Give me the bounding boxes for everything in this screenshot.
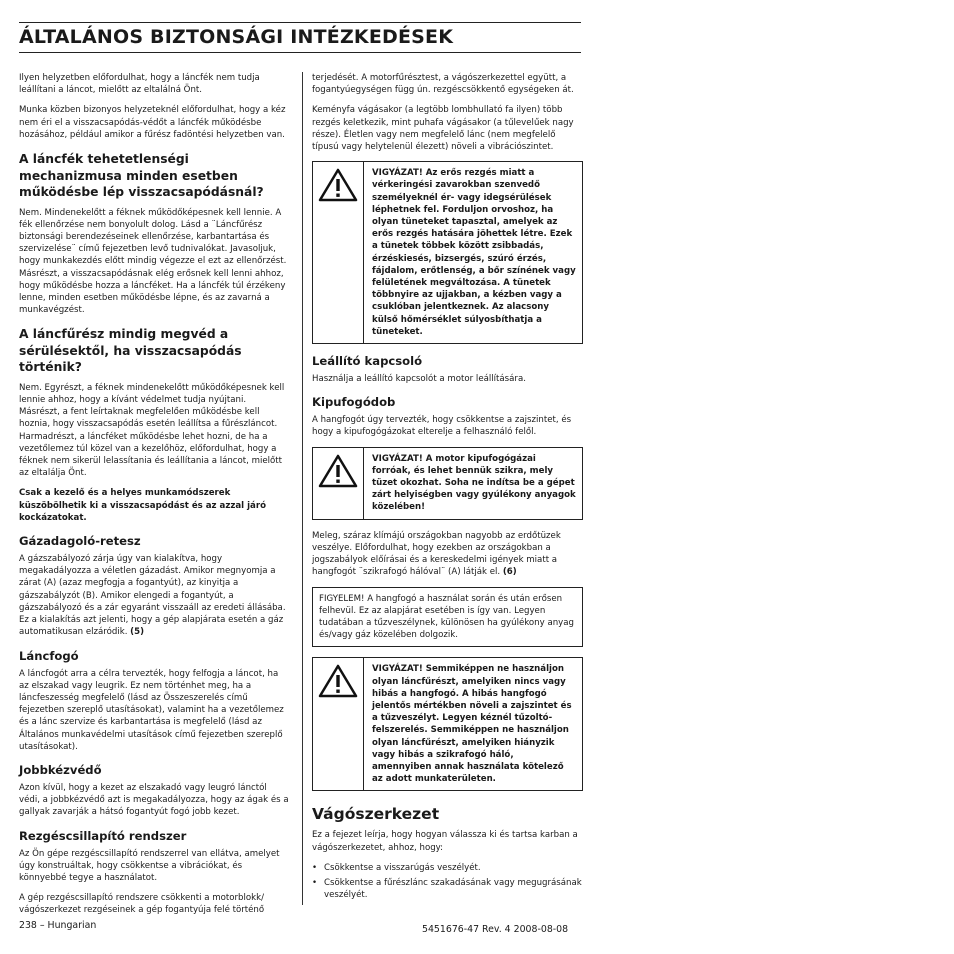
paragraph: A gép rezgéscsillapító rendszere csökkenti a motorblokk/ vágószerkezet rezgéseinek a gép fogantyúja felé történő	[19, 893, 265, 916]
page-number: 238 – Hungarian	[19, 920, 97, 931]
paragraph: Használja a leállító kapcsolót a motor leállítására.	[312, 374, 526, 385]
list-item: • Csökkentse a fűrészlánc szakadásának vagy megugrásának veszélyét.	[312, 877, 583, 901]
paragraph	[19, 553, 289, 638]
page-title: ÁLTALÁNOS BIZTONSÁGI INTÉZKEDÉSEK	[19, 26, 454, 48]
paragraph	[312, 530, 583, 579]
warning-triangle-icon	[318, 168, 358, 202]
heading-throttle-lockout: Gázadagoló-retesz	[19, 534, 141, 549]
warning-text: VIGYÁZAT! Semmiképpen ne használjon olyan láncfűrészt, amelyiken nincs vagy hibás a hangfogó. A hibás hangfogó jelentős mértékben növeli a zajszintet és a tűzveszélyt. Legyen kéznél tűzoltó-felszerelés. Semmiképpen ne használjon olyan láncfűrészt, amelyiken hiányzik vagy hibás a szikrafogó háló, amennyiben annak használata kötelező az adott munkaterületen.	[363, 658, 582, 790]
paragraph: Nem. Mindenekelőtt a féknek működőképesnek kell lennie. A fék ellenőrzése nem bonyolult dolog. Lásd a ¨Láncfűrész biztonsági berendezéseinek ellenőrzése, karbantartása és szervizelése¨ című fejezetben levő tudnivalókat. Javasoljuk, hogy munkakezdés előtt mindig végezze el ezt az ellenőrzést. Másrészt, a visszacsapódásnak elég erősnek kell lenni ahhoz, hogy működésbe hozza a láncféket. Ha a láncfék túl érzékeny lenne, minden esetben működésbe lépne, és az zavarná a munkavégzést.	[19, 207, 287, 316]
warning-text: VIGYÁZAT! Az erős rezgés miatt a vérkeringési zavarokban szenvedő személyeknél ér- vagy idegsérülések léphetnek fel. Forduljon orvoshoz, ha olyan tüneteket tapasztal, amelyek az erős rezgés hatására jöhettek létre. Ezek a tünetek többek között zsibbadás, érzéskiesés, bizsergés, szúró érzés, fájdalom, erőtlenség, a bőr színének vagy felületének megváltozása. A tünetek többnyire az ujjakban, a kézben vagy a csuklóban jelentkeznek. Az alacsony külső hőmérséklet súlyosbíthatja a tüneteket.	[363, 162, 582, 343]
heading-chainsaw-protection: A láncfűrész mindig megvéd a sérülésektől, ha visszacsapódás történik?	[19, 327, 242, 375]
left-column	[19, 72, 289, 925]
warning-triangle-icon	[318, 454, 358, 488]
title-rule-top	[19, 22, 581, 23]
paragraph-text: Meleg, száraz klímájú országokban nagyobb az erdőtüzek veszélye. Előfordulhat, hogy ezekben az országokban a jogszabályok előírásai és a kereskedelmi igények miatt a hangfogót ¨szikrafogó hálóval¨ (A) látják el.	[312, 530, 561, 578]
paragraph: Ez a fejezet leírja, hogy hogyan válassza ki és tartsa karban a vágószerkezetet, ahhoz, hogy:	[312, 830, 578, 853]
paragraph: Ilyen helyzetben előfordulhat, hogy a láncfék nem tudja leállítani a láncot, mielőtt az eltalálná Önt.	[19, 73, 260, 96]
paragraph: Az Ön gépe rezgéscsillapító rendszerrel van ellátva, amelyet úgy konstruáltak, hogy csökkentse a vibrációkat, és könnyebbé tegye a használatot.	[19, 848, 280, 883]
column-divider	[302, 72, 303, 905]
paragraph: Keményfa vágásakor (a legtöbb lombhullató fa ilyen) több rezgés keletkezik, mint puhafa vágásakor (a tűlevelűek nagy része). Életlen vagy nem megfelelő lánc (nem megfelelő típusú vagy helytelenül élezett) növeli a vibrációszintet.	[312, 105, 574, 153]
paragraph: A hangfogót úgy tervezték, hogy csökkentse a zajszintet, és hogy a kipufogógázokat elterelje a felhasználó felől.	[312, 415, 572, 438]
warning-box-exhaust	[312, 447, 583, 520]
warning-box-muffler	[312, 657, 583, 791]
figure-reference: (6)	[502, 567, 517, 578]
heading-vibration-damping: Rezgéscsillapító rendszer	[19, 828, 187, 843]
heading-right-hand-guard: Jobbkézvédő	[19, 762, 102, 777]
bullet-list	[312, 862, 583, 902]
title-rule-bottom	[19, 52, 581, 53]
document-revision: 5451676-47 Rev. 4 2008-08-08	[422, 924, 569, 935]
paragraph: Munka közben bizonyos helyzeteknél előfordulhat, hogy a kéz nem éri el a visszacsapódás-védőt a láncfék működésbe hozásához, például amikor a fűrész fadöntési helyzetben van.	[19, 105, 286, 140]
warning-triangle-icon	[318, 664, 358, 698]
paragraph: terjedését. A motorfűrésztest, a vágószerkezettel együtt, a fogantyúegységen függ ún. rezgéscsökkentő egységeken át.	[312, 73, 574, 96]
notice-box: FIGYELEM! A hangfogó a használat során és után erősen felhevül. Ez az alapjárat esetében is így van. Legyen tudatában a tűzveszélynek, különösen ha gyúlékony anyag és/vagy gáz közelében dolgozik.	[312, 587, 583, 648]
warning-text: VIGYÁZAT! A motor kipufogógázai forróak, és lehet bennük szikra, mely tüzet okozhat. Soha ne indítsa be a gépet zárt helyiségben vagy gyúlékony anyagok közelében!	[363, 448, 582, 519]
heading-stop-switch: Leállító kapcsoló	[312, 354, 423, 369]
heading-muffler: Kipufogódob	[312, 395, 396, 410]
bold-paragraph: Csak a kezelő és a helyes munkamódszerek küszöbölhetik ki a visszacsapódást és az azzal járó kockázatokat.	[19, 488, 266, 523]
paragraph-text: A gázszabályozó zárja úgy van kialakítva, hogy megakadályozza a véletlen gázadást. Amikor megnyomja a zárat (A) (azaz megfogja a fogantyút), az kinyitja a gázszabályzót (B). Amikor elengedi a fogantyút, a gázszabályozó és a zár egyaránt visszaáll az eredeti állásába. Ez a kialakítás azt jelenti, hogy a gép alapjárata esetén a gáz automatikusan elzáródik.	[19, 554, 286, 638]
heading-chain-brake-inertia: A láncfék tehetetlenségi mechanizmusa minden esetben működésbe lép visszacsapódásnál?	[19, 152, 264, 200]
figure-reference: (5)	[130, 627, 144, 638]
right-column	[312, 72, 583, 904]
paragraph: Azon kívül, hogy a kezet az elszakadó vagy leugró lánctól védi, a jobbkézvédő azt is megakadályozza, hogy az ágak és a gallyak zavarják a hátsó fogantyút fogó jobb kezet.	[19, 782, 289, 818]
heading-chain-catcher: Láncfogó	[19, 648, 79, 663]
section-title-cutting-equipment: Vágószerkezet	[312, 805, 440, 824]
paragraph: Nem. Egyrészt, a féknek mindenekelőtt működőképesnek kell lennie ahhoz, hogy a kívánt védelmet tudja nyújtani. Másrészt, a fent leírtaknak megfelelően működésbe kell hoznia, hogy visszacsapódás esetén leállítsa a fűrészláncot. Harmadrészt, a láncféket működésbe lehet hozni, de ha a vezetőlemez túl közel van a kezelőhöz, előfordulhat, hogy a féknek nem sikerül lelassítania és leállítania a láncot, mielőtt az eltalálja Önt.	[19, 382, 285, 479]
warning-box-vibration	[312, 161, 583, 344]
list-item: • Csökkentse a visszarúgás veszélyét.	[312, 862, 583, 874]
paragraph: A láncfogót arra a célra tervezték, hogy felfogja a láncot, ha az elszakad vagy leugrik. Ez nem történhet meg, ha a láncfeszesség megfelelő (lásd az Összeszerelés című fejezetben szereplő utasításokat), valamint ha a vezetőlemez és a lánc szervize és karbantartása is megfelelő (lásd az Általános munkavédelmi utasítások című fejezetben szereplő utasításokat).	[19, 668, 284, 752]
